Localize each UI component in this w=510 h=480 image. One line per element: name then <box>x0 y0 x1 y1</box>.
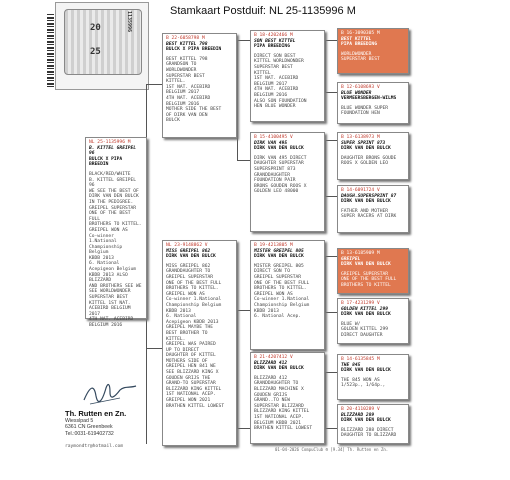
pigeon-owner: PIPA BREEDING <box>254 44 290 50</box>
breeder-info <box>65 409 155 437</box>
ring-number: B 20-4110289 V <box>341 407 380 412</box>
pigeon-card-fmf <box>337 132 409 180</box>
ring-digits-mid: 25 <box>90 47 101 57</box>
pigeon-details: BLUE W/ GOLDEN KITTEL 299 DIRECT DAUGHTER <box>341 321 389 338</box>
pigeon-name: BEST KITTEL <box>341 36 372 42</box>
page-title: Stamkaart Postduif: NL 25-1135996 M <box>170 5 356 17</box>
pigeon-name: DIRK VAN 495 <box>254 140 288 146</box>
pigeon-card-mff <box>337 248 409 294</box>
pigeon-card-mmf <box>337 354 409 400</box>
pigeon-card-fmm <box>337 185 409 233</box>
ring-number: B 21-4207412 V <box>254 355 293 360</box>
pigeon-owner: DIRK VAN DEN BULCK <box>254 366 304 372</box>
pigeon-owner: DIRK VAN DEN BULCK <box>341 312 391 318</box>
pigeon-details: THE 845 WON AS 1/523p., 1/64p., <box>341 377 386 389</box>
pigeon-details: MISS GREIPEL 862 GRANDDAUGHTER TO GREIPEL SUPERSTAR ONE OF THE BEST FULL BROTHERS TO KITTEL. GREIPEL WON AS Co-winner 1.National Championship Belgium KBDB 2013 6. National Acepigeon KBDB 2013 GREIPEL MAYBE THE BEST BROTHER TO KITTEL. GREIPEL WAS PAIRED UP TO DIRECT DAUGHTER OF KITTEL MOTHERS SIDE OF GREIPEL HEN 841 WE SEE BLIZZARD KING X GOUDEN GRIJS THE GRAND-TO SUPERSTAR BLIZZARD KING KITTEL 1ST NATIONAL ACEP. GREIPEL WON 2021 BRATHEN KITTEL LOWEST <box>166 263 225 409</box>
pigeon-owner: DIRK VAN DEN BULCK <box>341 262 391 268</box>
pigeon-owner: VERMEERSBERGEN-WILMS <box>341 96 397 102</box>
pigeon-card-ffm <box>337 82 409 124</box>
pigeon-card-mother-father <box>250 240 325 350</box>
pigeon-card-fff <box>337 28 409 74</box>
pigeon-details: FATHER AND MOTHER SUPER RACERS AT DIRK <box>341 208 397 220</box>
ring-number: B 15-4100495 V <box>254 135 293 140</box>
pigeon-name: BLIZZARD 289 <box>341 412 375 418</box>
ring-number: B 13-6185909 M <box>341 251 380 256</box>
pigeon-details: WORLDWONDER SUPERSTAR BEST <box>341 51 380 63</box>
pigeon-name: B. KITTEL GREIPEL 96 <box>89 145 137 157</box>
pigeon-owner: BULCK X PIPA BREEDIN <box>166 47 222 53</box>
pigeon-card-mmm <box>337 404 409 444</box>
pigeon-details: BLIZZARD 288 DIRECT DAUGHTER TO BLIZZARD <box>341 427 397 439</box>
pigeon-card-mfm <box>337 298 409 344</box>
signature <box>80 376 140 410</box>
ring-digits-top: 20 <box>90 23 101 33</box>
pigeon-owner: DIRK VAN DEN BULCK <box>341 368 391 374</box>
pigeon-owner: DIRK VAN DEN BULCK <box>254 146 304 152</box>
pigeon-name: MISS GREIPEL 862 <box>166 248 211 254</box>
pigeon-name: THE 845 <box>341 362 361 368</box>
pigeon-card-mother <box>162 240 237 446</box>
ring-number: B 14-6135845 M <box>341 357 380 362</box>
pigeon-card-father <box>162 33 237 138</box>
pigeon-card-mother-mother <box>250 352 325 444</box>
pigeon-details: BLACK/RED/WHITE B. KITTEL GREIPEL 96 WE SEE THE BEST OF DIRK VAN DEN BULCK IN THE PEDIGREE. GREIPEL SUPERSTAR ONE OF THE BEST FULL BROTHERS TO KITTEL. GREIPEL WON AS Co-winner 1.National Championship Belgium KBDB 2013 6. National Acepigeon Belgium KBDB 2013 ALSO BLIZZARD AND BROTHERS SEE WE SEE WORLDWONDER SUPERSTAR BEST KITTEL 1ST NAT. ACEBIRD BELGIUM 2017 4TH NAT. ACEBIRD BELGIUM 2016 <box>89 171 142 328</box>
ring-number: B 22-6058798 M <box>166 36 205 41</box>
pigeon-details: GREIPEL SUPERSTAR ONE OF THE BEST FULL BROTHERS TO KITTEL <box>341 271 397 288</box>
ring-number: B 19-4213805 M <box>254 243 293 248</box>
ring-number: B 18-4202466 M <box>254 33 293 38</box>
pigeon-name: GOLDEN KITTEL 299 <box>341 306 389 312</box>
ring-number: B 16-3090305 M <box>341 31 380 36</box>
pigeon-name: BEST KITTEL 798 <box>166 41 208 47</box>
pigeon-owner: DIRK VAN DEN BULCK <box>341 199 391 205</box>
pigeon-details: BLUE WONDER SUPER FOUNDATION HEN <box>341 105 389 117</box>
pigeon-owner: BULCK X PIPA BREEDIN <box>89 156 123 168</box>
pigeon-name: SUPER SPRINT 873 <box>341 140 386 146</box>
pigeon-card-subject <box>85 137 147 328</box>
pigeon-name: BLUE WONDER <box>341 90 372 96</box>
pigeon-owner: PIPA BREEDING <box>341 42 377 48</box>
pigeon-details: DAUGHTER BRONS GOUDE ROOS X GOLDEN LEO <box>341 155 397 167</box>
pigeon-name: MISTER GREIPEL 805 <box>254 248 304 254</box>
pigeon-details: DIRK VAN 495 DIRECT DAUGHTER SUPERSTAR SUPERSPRINT 873 GRANDDAUGHTER FOUNDATION PAIR BRONS GOUDEN ROOS X GOLDEN LEO 48000 <box>254 155 307 195</box>
pigeon-owner: DIRK VAN DEN BULCK <box>254 254 304 260</box>
pigeon-name: DAUGH.SUPERSPRINT 87 <box>341 193 397 199</box>
breeder-city: 6361 CN Greenbeek <box>65 424 113 431</box>
pigeon-owner: DIRK VAN DEN BULCK <box>341 418 391 424</box>
ring-number: B 14-6091724 V <box>341 188 380 193</box>
ring-number: B 12-6108693 V <box>341 85 380 90</box>
ring-number: B 13-6138973 M <box>341 135 380 140</box>
pigeon-details: MISTER GREIPEL 805 DIRECT SON TO GREIPEL SUPERSTAR ONE OF THE BEST FULL BROTHERS TO KITTEL. GREIPEL WON AS Co-winner 1.National Championship Belgium KBDB 2013 6. National Acep. <box>254 263 310 320</box>
ring-number: B 17-4231299 V <box>341 301 380 306</box>
breeder-street: Wiesslpad 5 <box>65 418 94 424</box>
pigeon-details: BLIZZARD 412 GRANDDAUGHTER TO BLIZZARD MACHINE X GOUDEN GRIJS GRAND..TO NEW SUPERSTAR BLIZZARD BLIZZARD KING KITTEL 1ST NATIONAL ACEP. BELGIUM KBDB 2021 BRATHEN KITTEL LOWEST <box>254 375 313 432</box>
pigeon-name: GREIPEL <box>341 256 361 262</box>
ring-number: NL 25-1135996 M <box>89 140 131 145</box>
ring-photo <box>55 2 149 90</box>
pigeon-owner: DIRK VAN DEN BULCK <box>166 254 216 260</box>
breeder-name: Th. Rutten en Zn. <box>65 409 127 418</box>
pigeon-card-father-father <box>250 30 325 122</box>
footer: 01-04-2026 CompuClub ® [9.34] Th. Rutten en Zn. <box>275 447 389 452</box>
pigeon-card-father-mother <box>250 132 325 232</box>
ring-digits-side: 1135996 <box>126 11 132 33</box>
pigeon-owner: DIRK VAN DEN BULCK <box>341 146 391 152</box>
breeder-email: raymondtr@hotmail.com <box>65 444 124 449</box>
pigeon-name: BLIZZARD 412 <box>254 360 288 366</box>
breeder-phone: Tel.:0031-619402732 <box>65 430 114 437</box>
barcode <box>47 14 54 88</box>
pigeon-details: BEST KITTEL 798 GRANDSON TO WORLDWONDER SUPERSTAR BEST KITTEL. 1ST NAT. ACEBIRD BELGIUM 2017 4TH NAT. ACEBIRD BELGIUM 2016 MOTHER SIDE THE BEST OF DIRK VAN DEN BULCK <box>166 56 222 124</box>
pigeon-details: DIRECT SON BEST KITTEL WORLDWONDER SUPERSTAR BEST KITTEL 1ST NAT. ACEBIRD BELGIUM 2017 4TH NAT. ACEBIRD BELGIUM 2016 ALSO SON FOUNDATION HEN BLUE WONDER <box>254 53 307 110</box>
pigeon-name: SON BEST KITTEL <box>254 38 296 44</box>
ring-number: NL 23-9148862 V <box>166 243 208 248</box>
